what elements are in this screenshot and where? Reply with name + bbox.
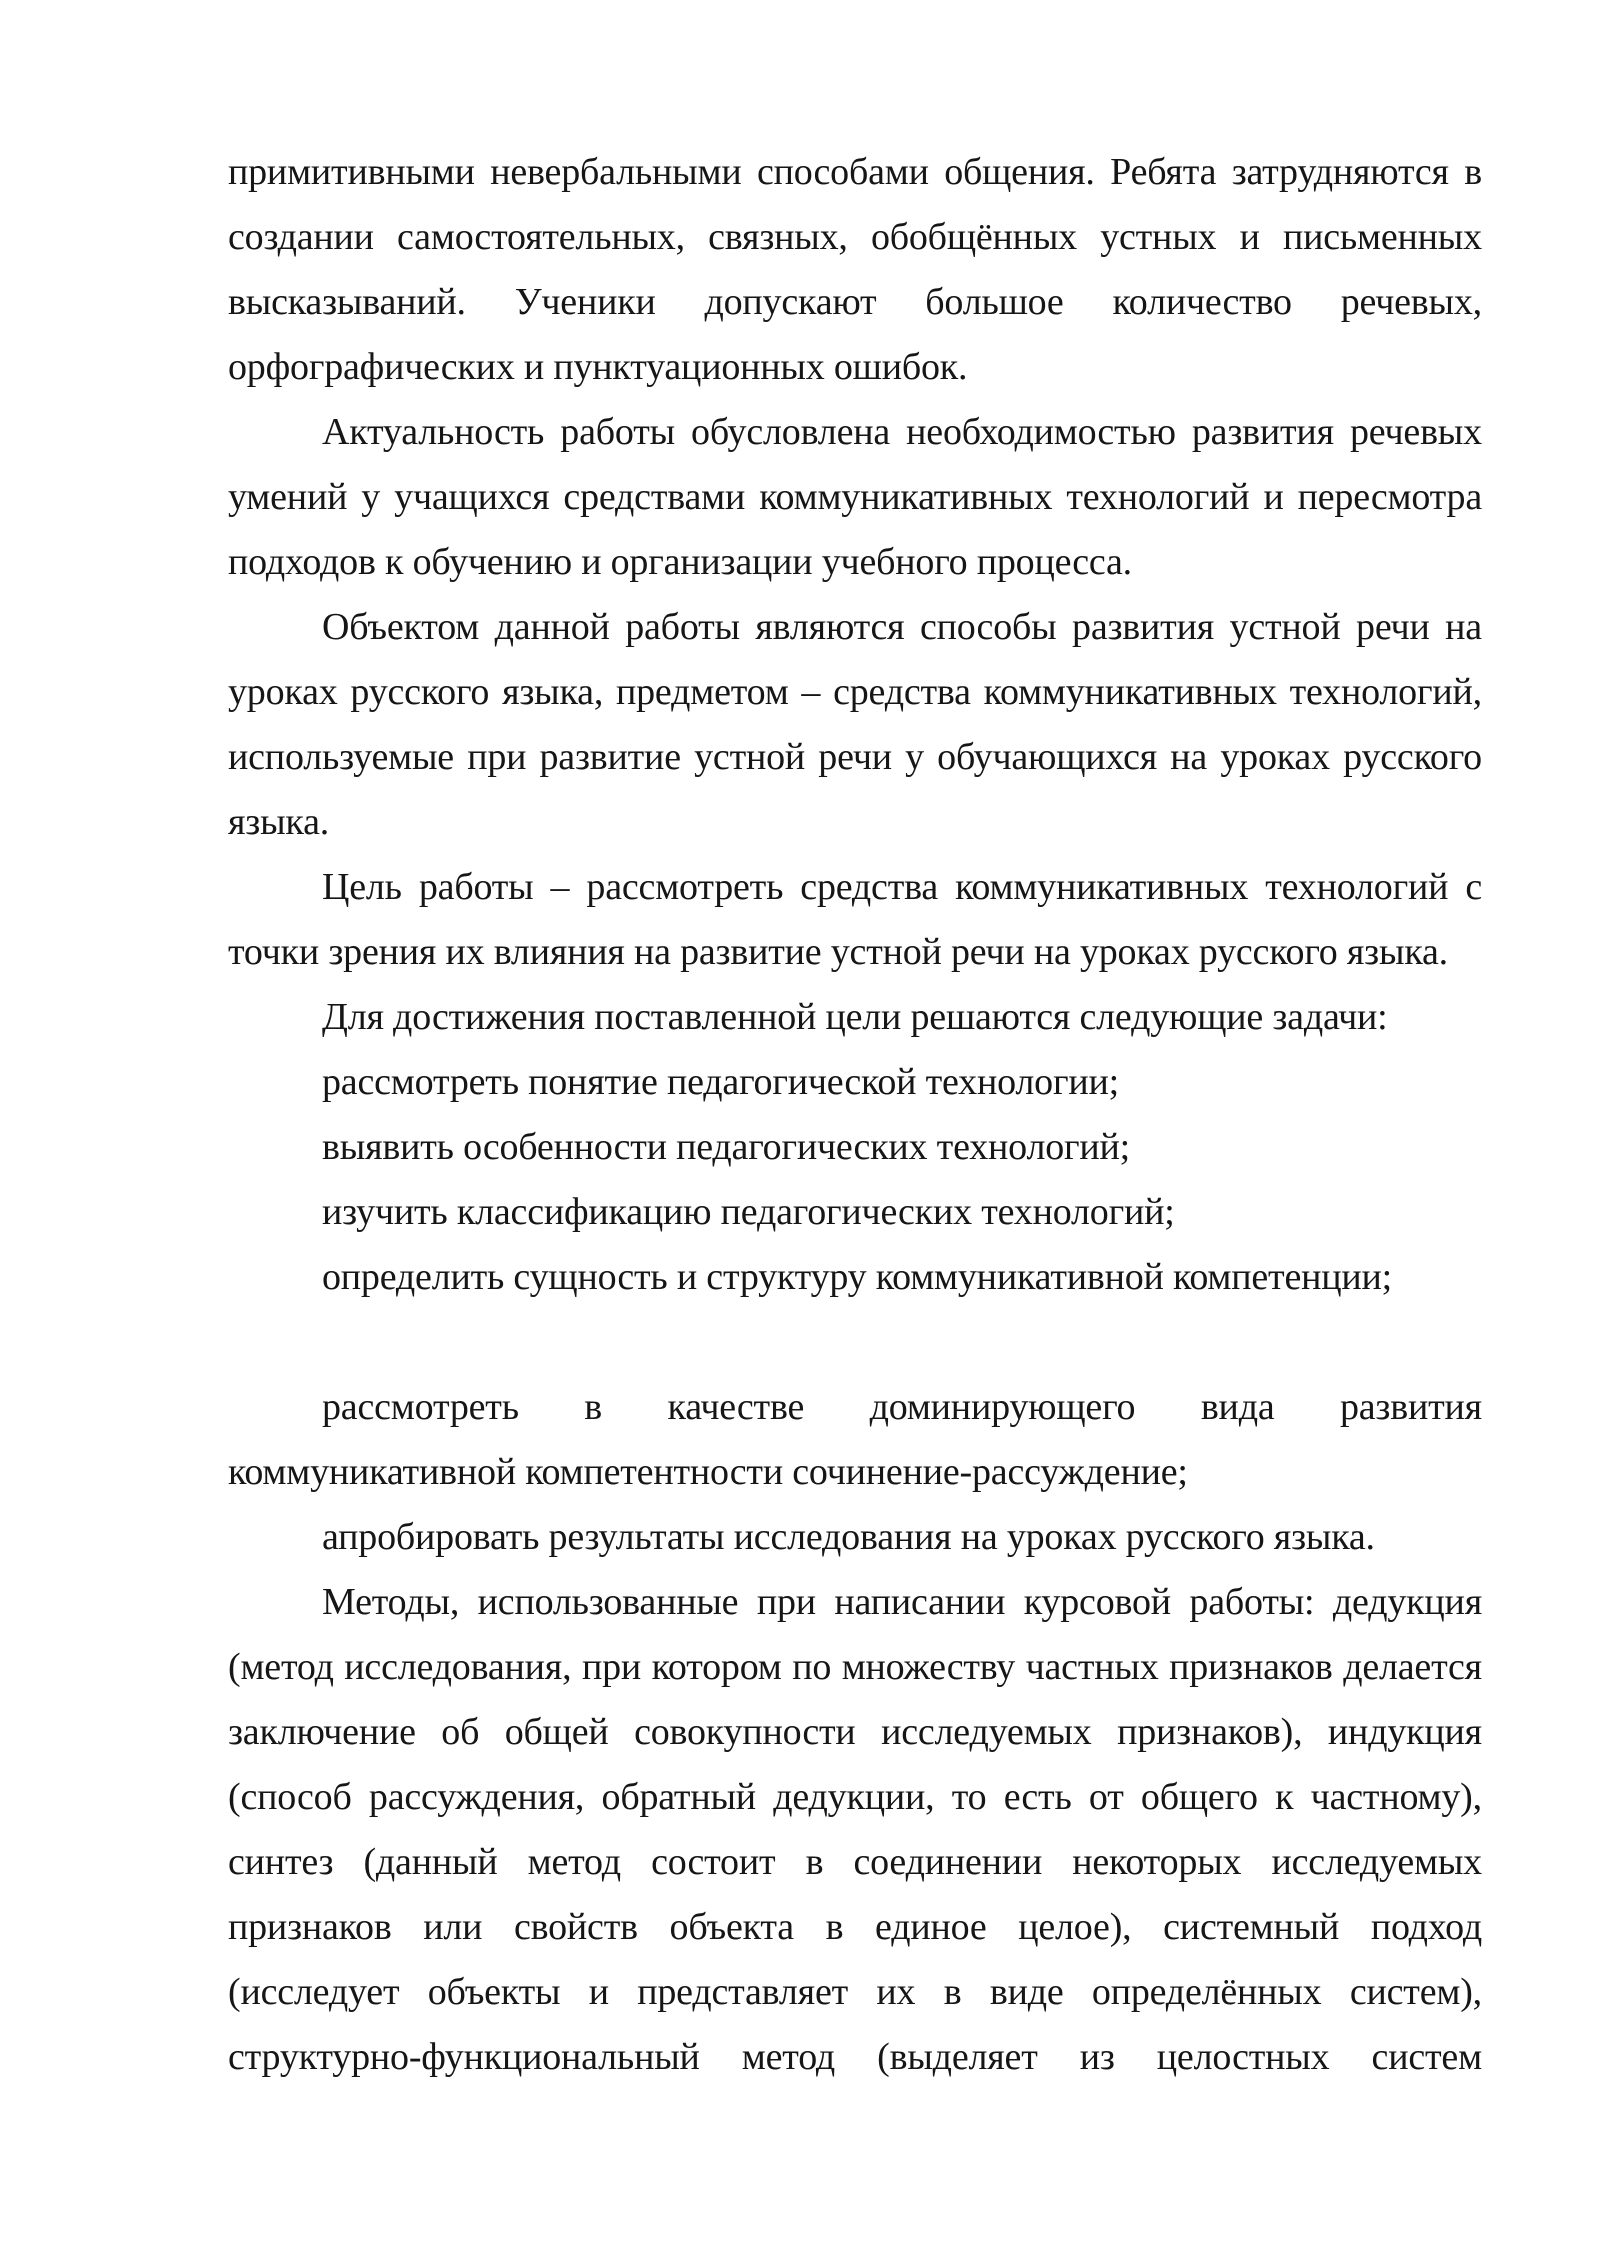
word: и — [1239, 216, 1260, 258]
word: котором — [651, 1646, 782, 1688]
word: устной — [1229, 606, 1341, 648]
text-line: языка. — [228, 801, 330, 843]
word: признаков — [1169, 1646, 1333, 1688]
text-line: рассмотреть понятие педагогической технологии; — [322, 1061, 1119, 1103]
word: в — [825, 1906, 844, 1948]
word: невербальными — [490, 151, 742, 193]
text-line — [228, 1830, 1482, 1895]
text-line: орфографических и пунктуационных ошибок. — [228, 346, 968, 388]
word: в — [584, 1386, 603, 1428]
word: Цель — [322, 866, 402, 908]
word: технологий — [1066, 476, 1250, 518]
paragraph-task-item — [228, 1505, 1482, 1570]
word: большое — [925, 281, 1064, 323]
word: исследуемых — [1271, 1841, 1482, 1883]
word: Ученики — [514, 281, 656, 323]
word: данной — [494, 606, 610, 648]
text-line — [228, 1895, 1482, 1960]
text-line — [228, 855, 1482, 920]
word: русского — [1343, 736, 1482, 778]
word: и — [588, 1971, 609, 2013]
text-line — [228, 1765, 1482, 1830]
word: общения. — [944, 151, 1095, 193]
word: объекты — [427, 1971, 561, 2013]
text-line — [228, 1375, 1482, 1440]
word: самостоятельных, — [397, 216, 685, 258]
word: признаков), — [1117, 1711, 1303, 1753]
word: речевых — [1349, 411, 1482, 453]
word: работы — [418, 866, 534, 908]
word: развитие — [539, 736, 681, 778]
word: – — [801, 671, 821, 713]
word: используемые — [228, 736, 454, 778]
text-line — [228, 595, 1482, 660]
word: в — [943, 1971, 962, 2013]
word: обучающихся — [937, 736, 1158, 778]
word: Методы, — [322, 1581, 460, 1623]
word: у — [361, 476, 381, 518]
text-line — [228, 140, 1482, 205]
word: подход — [1370, 1906, 1482, 1948]
paragraph-task-item — [228, 1245, 1482, 1310]
text-line: определить сущность и структуру коммуникативной компетенции; — [322, 1256, 1393, 1298]
word: при — [581, 1646, 642, 1688]
word: на — [1445, 606, 1482, 648]
word: развития — [1072, 606, 1214, 648]
text-line: апробировать результаты исследования на уроках русского языка. — [322, 1516, 1375, 1558]
word: средства — [800, 866, 939, 908]
blank-line — [228, 1310, 1482, 1375]
word: в — [1464, 151, 1482, 193]
word: есть — [1003, 1776, 1072, 1818]
word: письменных — [1282, 216, 1482, 258]
word: при — [467, 736, 527, 778]
word: являются — [755, 606, 905, 648]
word: об — [441, 1711, 480, 1753]
paragraph-body — [228, 855, 1482, 985]
word: пересмотра — [1297, 476, 1482, 518]
word: технологий, — [1289, 671, 1482, 713]
word: (метод — [228, 1646, 334, 1688]
text-line — [228, 1700, 1482, 1765]
word: на — [1170, 736, 1208, 778]
text-line: Для достижения поставленной цели решаются следующие задачи: — [322, 996, 1388, 1038]
word: уроках — [228, 671, 338, 713]
text-line — [228, 2025, 1482, 2090]
text-line — [228, 660, 1482, 725]
text-line: выявить особенности педагогических технологий; — [322, 1126, 1131, 1168]
paragraph-blank-line — [228, 1310, 1482, 1375]
word: частному), — [1310, 1776, 1482, 1818]
word: создании — [228, 216, 374, 258]
word: (исследует — [228, 1971, 400, 2013]
word: развития — [1339, 1386, 1482, 1428]
word: множеству — [841, 1646, 1016, 1688]
paragraph-task-item — [228, 1180, 1482, 1245]
word: рассмотреть — [322, 1386, 519, 1428]
word: состоит — [651, 1841, 776, 1883]
text-line — [228, 465, 1482, 530]
word: предметом — [615, 671, 789, 713]
word: некоторых — [1072, 1841, 1242, 1883]
text-line — [228, 1570, 1482, 1635]
word: – — [550, 866, 570, 908]
text-line — [228, 400, 1482, 465]
word: представляет — [637, 1971, 849, 2013]
word: связных, — [708, 216, 848, 258]
word: систем — [1371, 2036, 1482, 2078]
text-line — [228, 1960, 1482, 2025]
word: развития — [1191, 411, 1334, 453]
word: при — [756, 1581, 816, 1623]
word: по — [792, 1646, 832, 1688]
word: использованные — [477, 1581, 739, 1623]
word: качестве — [667, 1386, 805, 1428]
word: и — [1263, 476, 1284, 518]
word: рассуждения, — [368, 1776, 585, 1818]
word: дедукция — [1332, 1581, 1482, 1623]
word: языка, — [502, 671, 604, 713]
word: из — [1079, 2036, 1115, 2078]
word: соединении — [853, 1841, 1043, 1883]
word: речи — [818, 736, 892, 778]
word: затрудняются — [1231, 151, 1449, 193]
word: определённых — [1091, 1971, 1322, 2013]
word: коммуникативных — [983, 671, 1277, 713]
text-line: изучить классификацию педагогических технологий; — [322, 1191, 1175, 1233]
text-line: коммуникативной компетентности сочинение-рассуждение; — [228, 1451, 1188, 1493]
word: работы: — [1189, 1581, 1315, 1623]
word: учащихся — [394, 476, 550, 518]
word: способы — [920, 606, 1057, 648]
word: признаков — [228, 1906, 392, 1948]
paragraph-body — [228, 595, 1482, 855]
paragraph-body-continues-on-next-page — [228, 1570, 1482, 2090]
word: устной — [694, 736, 806, 778]
word: обобщённых — [870, 216, 1077, 258]
word: синтез — [228, 1841, 334, 1883]
text-line — [228, 205, 1482, 270]
text-line: точки зрения их влияния на развитие устной речи на уроках русского языка. — [228, 931, 1448, 973]
text-line — [228, 725, 1482, 790]
word: речевых, — [1340, 281, 1482, 323]
word: доминирующего — [869, 1386, 1136, 1428]
paragraph-body-continued-from-previous-page — [228, 140, 1482, 400]
word: количество — [1112, 281, 1292, 323]
word: обусловлена — [691, 411, 891, 453]
word: или — [423, 1906, 483, 1948]
paragraph-body — [228, 985, 1482, 1050]
word: допускают — [704, 281, 877, 323]
word: целостных — [1156, 2036, 1330, 2078]
text-line — [228, 1635, 1482, 1700]
word: то — [951, 1776, 987, 1818]
word: примитивными — [228, 151, 475, 193]
word: средства — [833, 671, 971, 713]
word: (способ — [228, 1776, 352, 1818]
paragraph-body — [228, 400, 1482, 595]
word: средствами — [563, 476, 746, 518]
word: коммуникативных — [955, 866, 1249, 908]
word: вида — [1200, 1386, 1275, 1428]
word: работы — [625, 606, 740, 648]
word: русского — [350, 671, 490, 713]
word: свойств — [513, 1906, 638, 1948]
word: Ребята — [1110, 151, 1217, 193]
paragraph-task-item — [228, 1375, 1482, 1505]
word: способами — [756, 151, 929, 193]
word: речи — [1356, 606, 1430, 648]
document-text-block — [228, 140, 1482, 2090]
word: работы — [560, 411, 675, 453]
text-line: подходов к обучению и организации учебного процесса. — [228, 541, 1132, 583]
text-line — [228, 270, 1482, 335]
word: с — [1465, 866, 1482, 908]
word: структурно-функциональный — [228, 2036, 700, 2078]
word: обратный — [601, 1776, 756, 1818]
word: целое), — [1018, 1906, 1132, 1948]
word: устных — [1100, 216, 1217, 258]
word: систем), — [1349, 1971, 1482, 2013]
word: частных — [1025, 1646, 1159, 1688]
word: единое — [875, 1906, 987, 1948]
word: общего — [1140, 1776, 1258, 1818]
word: исследуемых — [881, 1711, 1092, 1753]
word: делается — [1343, 1646, 1482, 1688]
word: от — [1088, 1776, 1124, 1818]
word: метод — [527, 1841, 621, 1883]
word: (выделяет — [877, 2036, 1038, 2078]
paragraph-task-item — [228, 1115, 1482, 1180]
word: Объектом — [322, 606, 480, 648]
word: высказываний. — [228, 281, 466, 323]
word: курсовой — [1023, 1581, 1171, 1623]
word: написании — [834, 1581, 1006, 1623]
word: совокупности — [634, 1711, 856, 1753]
word: индукция — [1327, 1711, 1482, 1753]
word: виде — [989, 1971, 1064, 2013]
word: технологий — [1265, 866, 1449, 908]
word: их — [876, 1971, 916, 2013]
word: умений — [228, 476, 348, 518]
word: необходимостью — [906, 411, 1176, 453]
word: системный — [1163, 1906, 1340, 1948]
word: коммуникативных — [759, 476, 1053, 518]
word: к — [1275, 1776, 1294, 1818]
word: (данный — [363, 1841, 498, 1883]
word: объекта — [669, 1906, 794, 1948]
paragraph-task-item — [228, 1050, 1482, 1115]
word: метод — [741, 2036, 836, 2078]
word: рассмотреть — [586, 866, 784, 908]
word: Актуальность — [322, 411, 545, 453]
word: заключение — [228, 1711, 416, 1753]
word: исследования, — [344, 1646, 572, 1688]
word: у — [905, 736, 924, 778]
word: дедукции, — [773, 1776, 935, 1818]
word: в — [805, 1841, 824, 1883]
word: общей — [504, 1711, 609, 1753]
word: уроках — [1220, 736, 1330, 778]
